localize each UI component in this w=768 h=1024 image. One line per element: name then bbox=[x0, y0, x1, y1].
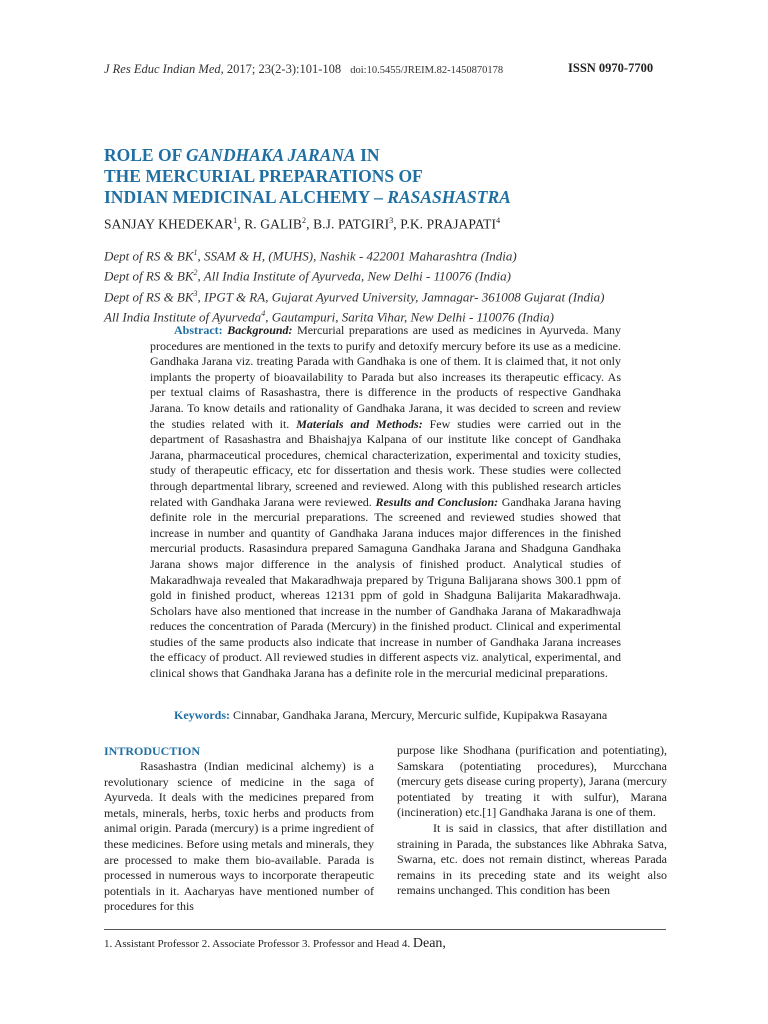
journal-doi: doi:10.5455/JREIM.82-1450870178 bbox=[350, 65, 504, 76]
author-sup: 1 bbox=[233, 216, 238, 225]
title-line: THE MERCURIAL PREPARATIONS OF bbox=[104, 166, 423, 186]
affiliation-text: Dept of RS & BK bbox=[104, 268, 194, 284]
affiliation-text: , Gautampuri, Sarita Vihar, New Delhi - 110076 (India) bbox=[265, 309, 554, 325]
results-label: Results and Conclusion: bbox=[375, 494, 499, 509]
title-italic-text: RASASHASTRA bbox=[387, 187, 511, 207]
affiliation-text: Dept of RS & BK bbox=[104, 248, 194, 264]
abstract-label: Abstract: bbox=[174, 323, 223, 337]
abstract-methods: Few studies were carried out in the department of Rasashastra and Bhaishajya Kalpana of our institute like concept of Gandhaka Jarana, pharmaceutical procedures, chemical characterization, experimental and toxicity studies, study of therapeutic efficacy, etc for dissertation and thesis work. These studies were collected through departmental library, screened and reviewed. Along with this published research articles related with Gandhaka Jarana were reviewed. bbox=[150, 416, 622, 509]
affiliation-text: , IPGT & RA, Gujarat Ayurved University, Jamnagar- 361008 Gujarat (India) bbox=[197, 288, 605, 304]
abstract-background: Mercurial preparations are used as medicines in Ayurveda. Many procedures are mentioned in the texts to purify and detoxify mercury before its use as a medicine. Gandhaka Jarana viz. treating Parada with Gandhaka is one of them. It is claimed that, it not only implants the property of bioavailability to Parada but also increases its therapeutic efficacy. As per textual claims of Rasashastra, there is difference in the products of respective Gandhaka Jarana. To know details and rationality of Gandhaka Jarana, it was decided to screen and review the studies related with it. bbox=[150, 323, 622, 431]
intro-right-column bbox=[397, 743, 667, 899]
affiliation-sup: 1 bbox=[193, 248, 198, 257]
title-text: INDIAN MEDICINAL ALCHEMY – bbox=[104, 187, 388, 207]
title-italic-text: GANDHAKA JARANA bbox=[186, 145, 356, 165]
author-list: SANJAY KHEDEKAR$^1$, R. GALIB$^2$, B.J. PATGIRI$^3$, P.K. PRAJAPATI$^4$ bbox=[104, 216, 501, 232]
affiliation-sup: 4 bbox=[261, 308, 266, 318]
author-sup: 2 bbox=[302, 216, 307, 225]
affiliation-text: , All India Institute of Ayurveda, New Delhi - 110076 (India) bbox=[197, 268, 511, 284]
footnote bbox=[104, 936, 446, 952]
author-name: B.J. PATGIRI bbox=[313, 216, 390, 232]
journal-name: J Res Educ Indian Med, bbox=[104, 62, 224, 76]
author-name: P.K. PRAJAPATI bbox=[400, 216, 497, 232]
author-name: R. GALIB bbox=[244, 216, 303, 232]
journal-citation: 2017; 23(2-3):101-108 bbox=[226, 62, 342, 76]
affiliation-line bbox=[104, 264, 664, 284]
background-label: Background: bbox=[227, 323, 293, 337]
affiliation-text: All India Institute of Ayurveda bbox=[104, 309, 262, 325]
affiliation-sup: 2 bbox=[193, 268, 198, 278]
affiliation-line bbox=[104, 244, 664, 264]
keywords-text: Cinnabar, Gandhaka Jarana, Mercury, Mercuric sulfide, Kupipakwa Rasayana bbox=[233, 708, 608, 722]
intro-paragraph: purpose like Shodhana (purification and potentiating), Samskara (potentiating procedures), Murcchana (mercury gets disease curing property), Jarana (mercury potentiated by treating it with sulfur), Marana (incineration) etc.[1] Gandhaka Jarana is one of them. bbox=[397, 743, 667, 820]
affiliations bbox=[104, 244, 664, 325]
keywords-label: Keywords: bbox=[174, 708, 230, 722]
methods-label: Materials and Methods: bbox=[296, 416, 423, 431]
intro-paragraph: Rasashastra (Indian medicinal alchemy) is a revolutionary science of medicine in the saga of Ayurveda. It deals with the medicines prepared from metals, minerals, herbs, toxic herbs and products from animal origin. Parada (mercury) is a prime ingredient of these medicines. Before using metals and minerals, they are processed to make them bio-available. Parada is processed in numerous ways to incorporate therapeutic potentials in it. Aacharyas have mentioned number of procedures for this bbox=[104, 759, 374, 914]
author-sup: 4 bbox=[496, 216, 501, 225]
journal-issn: ISSN 0970-7700 bbox=[568, 61, 654, 75]
affiliation-text: Dept of RS & BK bbox=[104, 288, 194, 304]
intro-paragraph: It is said in classics, that after distillation and straining in Parada, the substances like Abhraka Satva, Swarna, etc. does not remain distinct, whereas Parada remains in its preceding state and its weight also remains unchanged. This condition has been bbox=[397, 820, 667, 898]
footnote-text: 1. Assistant Professor 2. Associate Professor 3. Professor and Head 4. bbox=[104, 938, 413, 950]
article-title bbox=[104, 145, 624, 208]
section-heading: INTRODUCTION bbox=[104, 744, 201, 758]
footnote-divider bbox=[104, 929, 666, 930]
journal-header bbox=[104, 62, 503, 77]
abstract bbox=[150, 323, 621, 682]
abstract-results: Gandhaka Jarana having definite role in the mercurial preparations. The screened and reviewed studies showed that increase in number and quantity of Gandhaka Jarana induces major differences in the finished mercurial products. Rasasindura prepared Samaguna Gandhaka Jarana and Shadguna Gandhaka Jarana shows major difference in the analysis of finished product. Analytical studies of Makaradhwaja revealed that Makaradhwaja prepared by Triguna Balijarana shows 300.1 ppm of gold in finished product, whereas 12131 ppm of gold in Shadguna Balijarita Makaradhwaja. Scholars have also mentioned that increase in the number of Gandhaka Jarana of Makaradhwaja reduces the concentration of Parada (Mercury) in the finished product. Clinical and experimental studies of the same products also indicate that increase in number of Gandhaka Jarana increases the efficacy of product. All reviewed studies in different aspects viz. analytical, experimental, and clinical shows that Gandhaka Jarana has a definite role in the mercurial medicinal preparations. bbox=[150, 494, 622, 681]
title-text: ROLE OF bbox=[104, 145, 186, 165]
title-text: IN bbox=[355, 145, 380, 165]
footnote-last: Dean, bbox=[412, 936, 446, 951]
author-name: SANJAY KHEDEKAR bbox=[104, 216, 234, 232]
affiliation-text: , SSAM & H, (MUHS), Nashik - 422001 Maharashtra (India) bbox=[197, 248, 517, 264]
affiliation-line bbox=[104, 285, 664, 305]
intro-left-column bbox=[104, 743, 374, 915]
keywords bbox=[150, 707, 621, 723]
author-sup: 3 bbox=[389, 216, 394, 225]
affiliation-sup: 3 bbox=[193, 288, 198, 298]
